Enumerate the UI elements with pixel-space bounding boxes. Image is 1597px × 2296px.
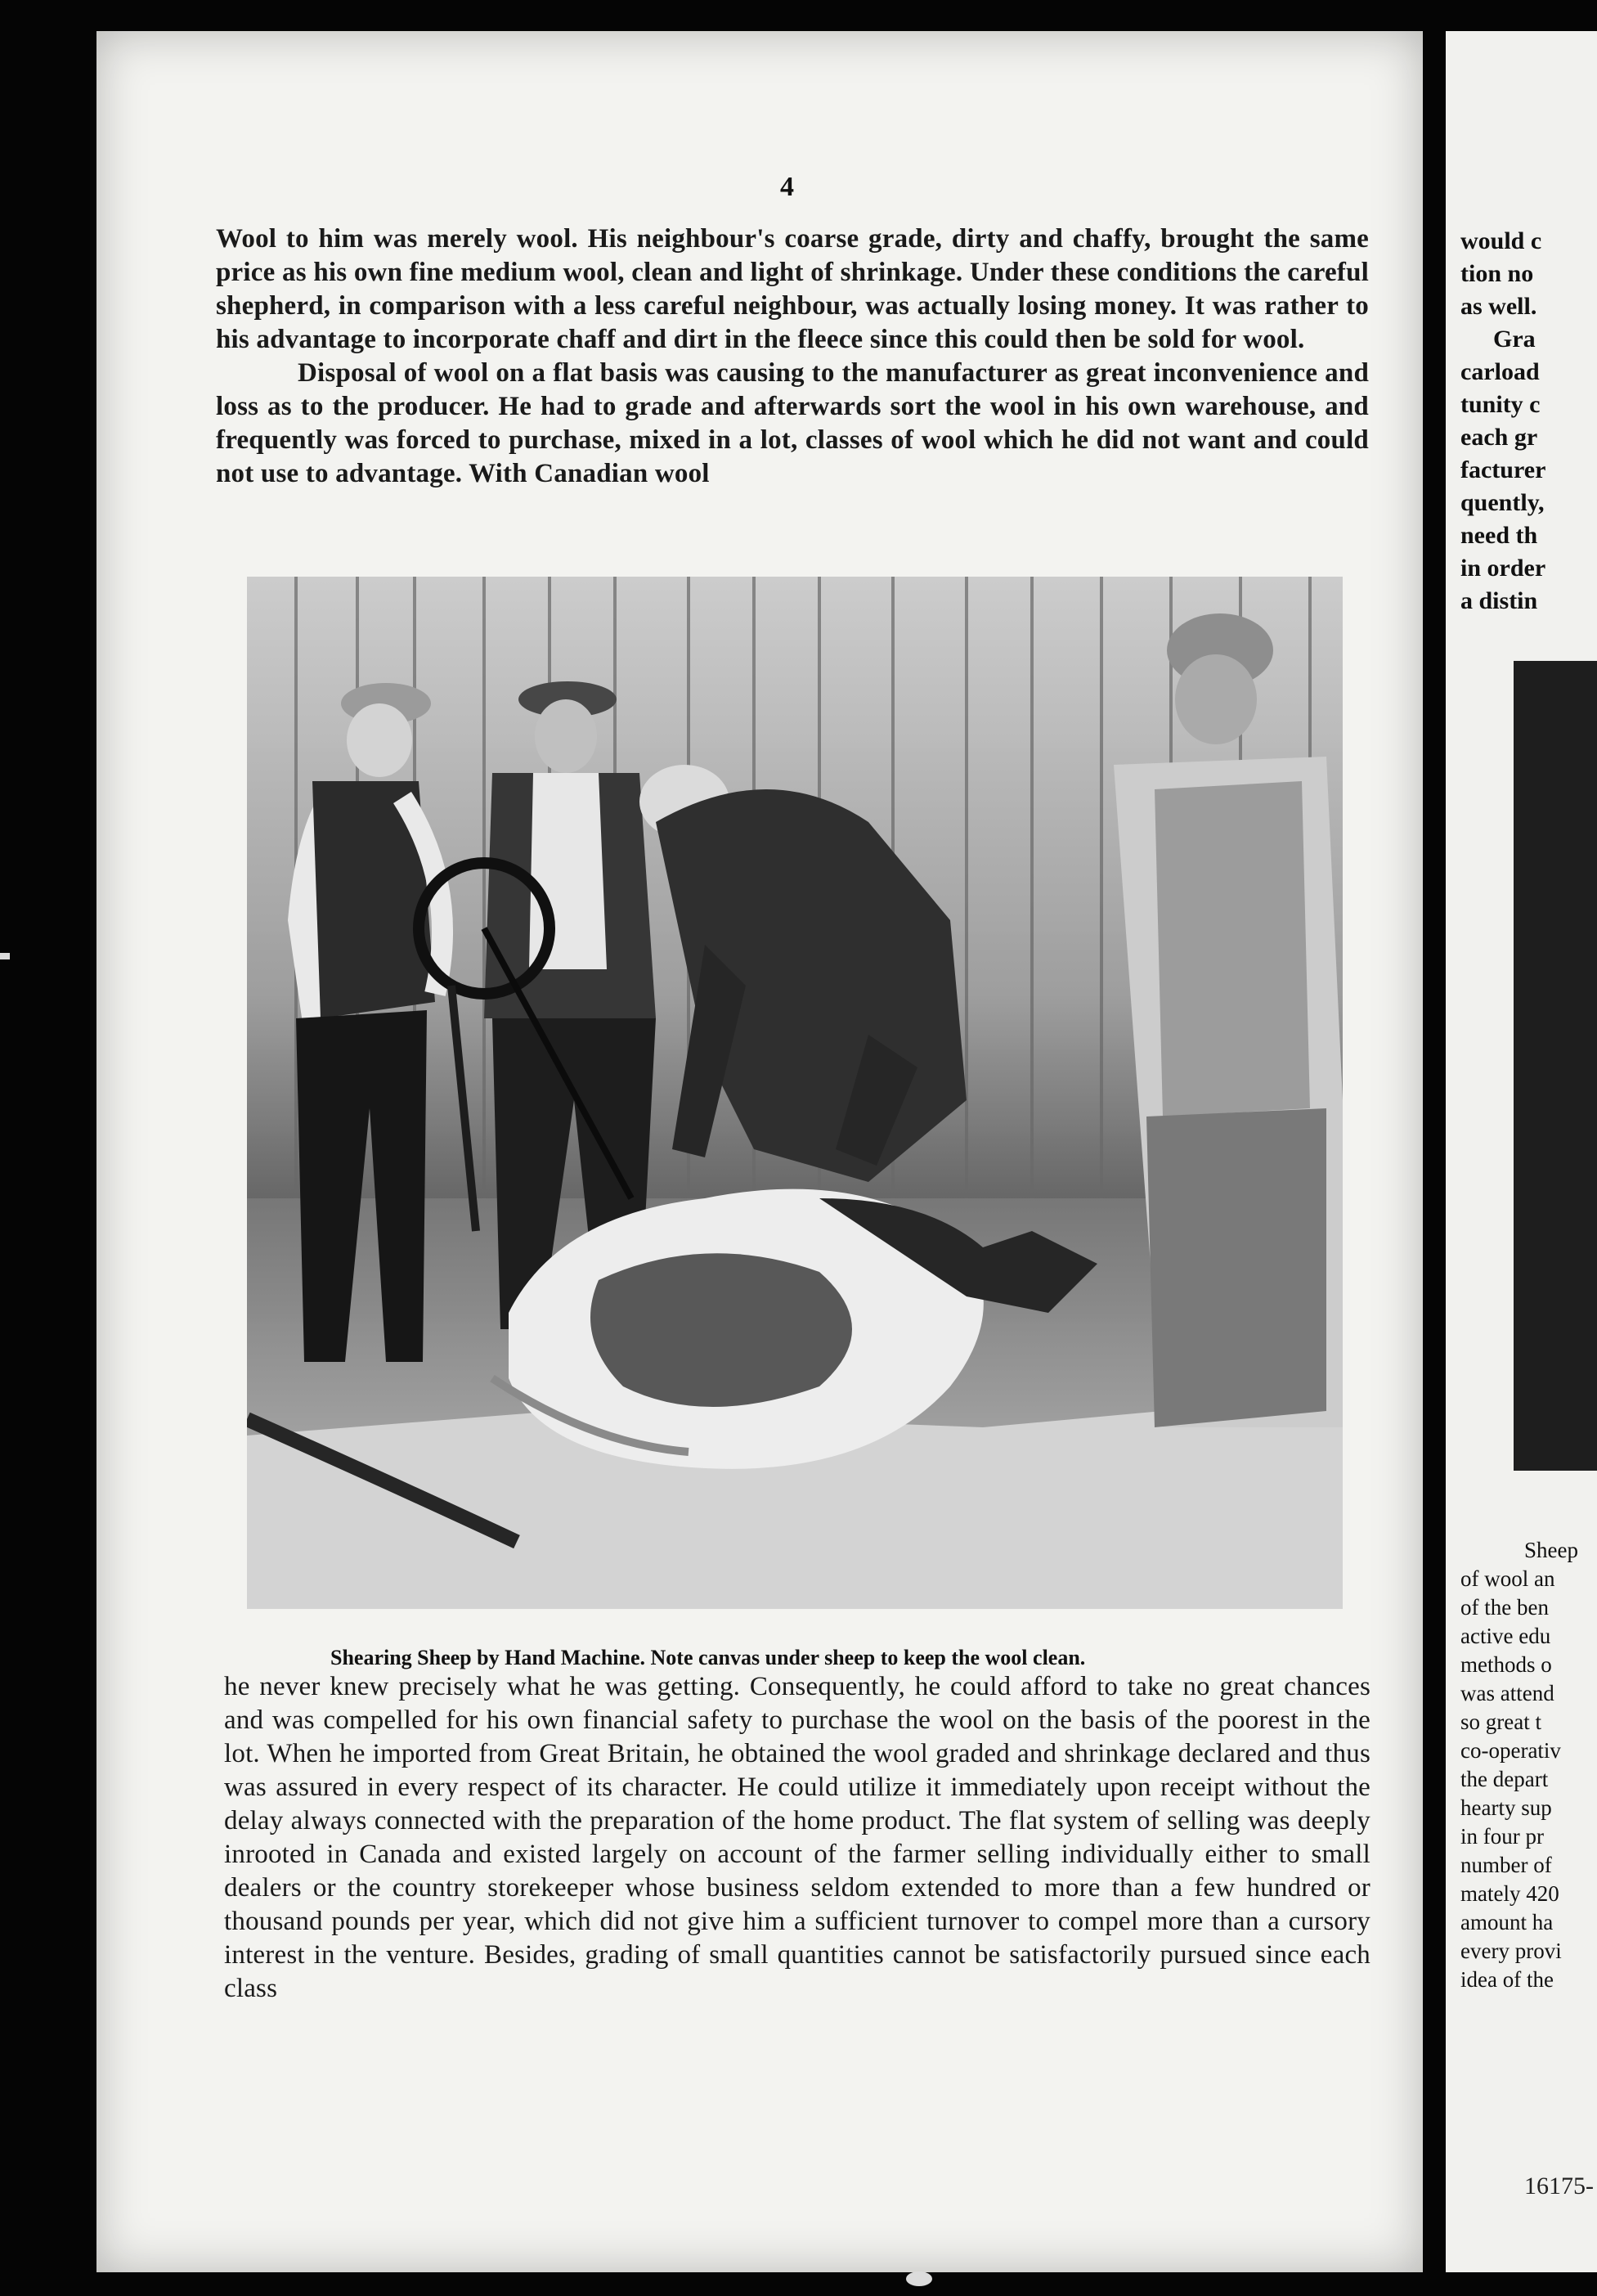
edge-line-28: idea of the xyxy=(1460,1967,1554,1992)
edge-line-8: facturer xyxy=(1460,456,1546,483)
shearing-photo xyxy=(247,577,1343,1609)
scan-artifact-bottom xyxy=(906,2271,932,2286)
edge-line-20: co-operativ xyxy=(1460,1738,1561,1763)
edge-line-17: methods o xyxy=(1460,1652,1552,1677)
edge-line-15: of the ben xyxy=(1460,1595,1549,1620)
scan-artifact xyxy=(0,953,10,959)
adjacent-page-edge xyxy=(1446,31,1597,2272)
paragraph-3: he never knew precisely what he was getting. Consequently, he could afford to take no great chances and was compelled for his own financial safety to purchase the wool on the basis of the poorest in the lot. When he imported from Great Britain, he obtained the wool graded and shrinkage declared and thus was assured in every respect of its character. He could utilize it immediately upon receipt without the delay always connected with the preparation of the home product. The flat system of selling was deeply inrooted in Canada and existed largely on account of the farmer selling individually either to small dealers or the country storekeeper whose business seldom extended to more than a few hundred or thousand pounds per year, which did not give him a sufficient turnover to compel more than a cursory interest in the venture. Besides, grading of small quantities cannot be satisfactorily pursued since each class xyxy=(224,1672,1370,2003)
edge-line-9: quently, xyxy=(1460,489,1545,516)
edge-line-18: was attend xyxy=(1460,1681,1554,1705)
paragraph-1: Wool to him was merely wool. His neighbour's coarse grade, dirty and chaffy, brought the same price as his own fine medium wool, clean and light of shrinkage. Under these conditions the careful shepherd, in comparison with a less careful neighbour, was actually losing money. It was rather to his advantage to incorporate chaff and dirt in the fleece since this could then be sold for wool. xyxy=(216,224,1369,354)
edge-line-14: of wool an xyxy=(1460,1566,1555,1591)
edge-line-13: Sheep xyxy=(1524,1538,1578,1562)
photo-caption: Shearing Sheep by Hand Machine. Note canvas under sheep to keep the wool clean. xyxy=(330,1646,1086,1669)
edge-line-25: mately 420 xyxy=(1460,1881,1559,1906)
edge-line-1: would c xyxy=(1460,227,1542,254)
edge-line-11: in order xyxy=(1460,555,1546,582)
edge-line-2: tion no xyxy=(1460,260,1534,287)
bottom-text-block xyxy=(224,1670,1370,2006)
edge-line-16: active edu xyxy=(1460,1624,1551,1648)
edge-line-6: tunity c xyxy=(1460,391,1541,418)
edge-line-10: need th xyxy=(1460,522,1538,549)
edge-line-23: in four pr xyxy=(1460,1824,1544,1849)
edge-line-7: each gr xyxy=(1460,424,1538,451)
edge-line-4: Gra xyxy=(1493,326,1536,353)
top-text-block xyxy=(216,222,1369,491)
adjacent-photo xyxy=(1514,661,1597,1471)
edge-line-27: every provi xyxy=(1460,1939,1562,1963)
edge-line-3: as well. xyxy=(1460,293,1537,320)
edge-line-12: a distin xyxy=(1460,587,1538,614)
edge-line-22: hearty sup xyxy=(1460,1795,1552,1820)
edge-line-21: the depart xyxy=(1460,1767,1549,1791)
adjacent-footer: 16175- xyxy=(1524,2172,1594,2199)
page-number: 4 xyxy=(780,172,794,202)
edge-line-24: number of xyxy=(1460,1853,1552,1877)
edge-line-26: amount ha xyxy=(1460,1910,1554,1934)
edge-line-5: carload xyxy=(1460,358,1540,385)
paragraph-2: Disposal of wool on a flat basis was causing to the manufacturer as great inconvenience and loss as to the producer. He had to grade and afterwards sort the wool in his own warehouse, and frequently was forced to purchase, mixed in a lot, classes of wool which he did not want and could not use to advantage. With Canadian wool xyxy=(216,358,1369,488)
shearing-photo-illustration xyxy=(247,577,1343,1609)
edge-line-19: so great t xyxy=(1460,1710,1541,1734)
